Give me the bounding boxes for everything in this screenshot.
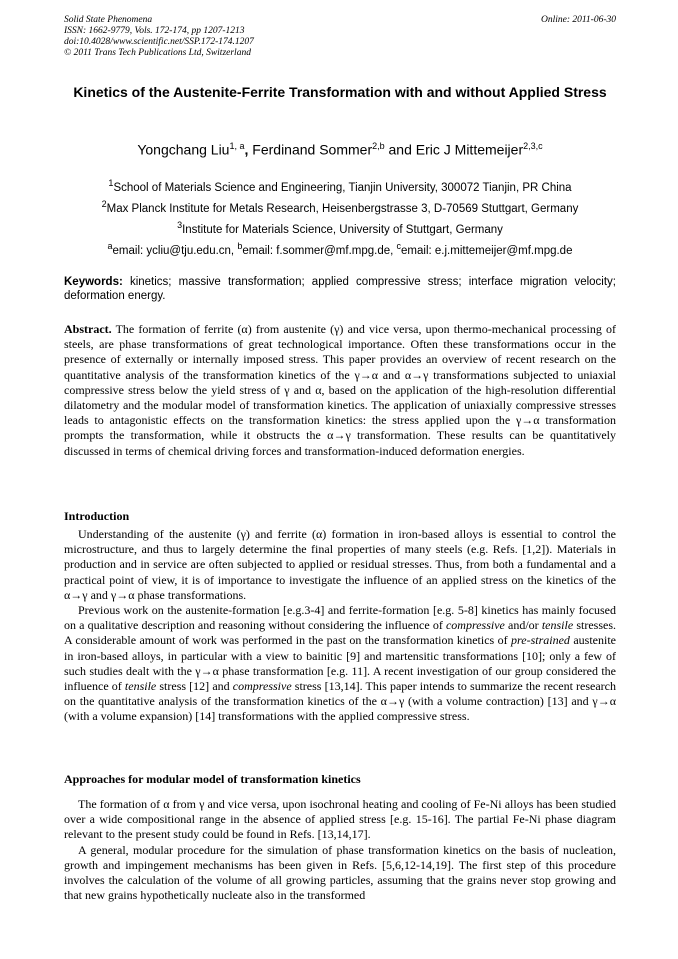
doi-line: doi:10.4028/www.scientific.net/SSP.172-174.1207 <box>64 37 254 47</box>
affiliation-3 <box>64 220 616 236</box>
intro-p2-part-1: Previous work on the austenite-formation [e.g.3-4] and ferrite-formation [e.g. 5-8] kinetics has mainly focused on a qualitative description and reasoning without considering the influence of <box>64 603 616 633</box>
online-date: Online: 2011-06-30 <box>540 15 616 25</box>
affiliation-2-text: Max Planck Institute for Metals Research, Heisenbergstrasse 3, D-70569 Stuttgart, Germany <box>106 202 579 215</box>
email-b[interactable]: email: f.sommer@mf.mpg.de, <box>242 244 397 257</box>
approach-heading: Approaches for modular model of transformation kinetics <box>64 772 361 786</box>
intro-section <box>64 527 616 725</box>
intro-paragraph-2 <box>64 603 616 725</box>
copyright-line: © 2011 Trans Tech Publications Ltd, Switzerland <box>64 48 251 58</box>
intro-p2-part-4: austenite in iron-based alloys, in particular with a view to bainitic [9] and martensitic transformations [10]; only a few of such studies dealt with the γ→α phase transformation [e.g. 11]. A recent investigation of our group considered the influence of <box>64 633 616 694</box>
author-sep-2: and <box>384 141 416 158</box>
paper-title: Kinetics of the Austenite-Ferrite Transformation with and without Applied Stress <box>73 84 607 100</box>
intro-p2-part-6: stress [13,14]. This paper intends to summarize the recent research on the quantitative analysis of the transformation kinetics of the α→γ (with a volume contraction) [13] and γ→α (with a volume expansion) [14] transformations with the applied compressive stress. <box>64 679 617 724</box>
issn-line: ISSN: 1662-9779, Vols. 172-174, pp 1207-1213 <box>64 26 245 36</box>
intro-p2-part-5: stress [12] and <box>156 679 233 694</box>
keywords-label: Keywords: <box>64 276 123 288</box>
author-2-sup: 2,b <box>372 141 385 151</box>
abstract-text: The formation of ferrite (α) from austenite (γ) and vice versa, upon thermo-mechanical processing of steels, are phase transformations of great technological importance. Often these transformations occur in the presence of externally or internally imposed stress. This paper provides an overview of recent research on the quantitative analysis of the transformation kinetics of the γ→α and α→γ transformations subjected to uniaxial compressive stress below the yield stress of γ and α, based on the application of the high-resolution differential dilatometry and the modular model of transformation kinetics. The application of uniaxially compressive stresses leads to antagonistic effects on the transformation kinetics: the stress applied upon the γ→α transformation prompts the transformation, while it obstructs the α→γ transformation. These results can be quantitatively discussed in terms of chemical driving forces and transformation-induced deformation energies. <box>64 322 616 458</box>
affiliation-2 <box>64 199 616 215</box>
author-2: Ferdinand Sommer <box>252 141 373 158</box>
intro-p2-italic-4: tensile <box>124 679 157 694</box>
journal-header <box>64 15 616 59</box>
intro-paragraph-1: Understanding of the austenite (γ) and ferrite (α) formation in iron-based alloys is essential to control the microstructure, and thus to largely determine the final properties of many steels (e.g. Refs. [1,2]). Materials in production and in service are often subjected to applied or residual stresses. Thus, from both a fundamental and a practical point of view, it is of importance to investigate the influence of an applied stress on the kinetics of the α→γ and γ→α phase transformations. <box>64 527 616 602</box>
affiliation-3-sup: 3 <box>177 220 183 230</box>
keywords-text: kinetics; massive transformation; applied compressive stress; interface migration velocity; deformation energy. <box>64 276 616 302</box>
email-b-sup: b <box>237 241 243 251</box>
abstract <box>64 322 616 459</box>
affiliation-1-sup: 1 <box>108 178 114 188</box>
intro-p2-italic-2: tensile <box>541 618 574 633</box>
journal-name: Solid State Phenomena <box>64 15 153 25</box>
author-1: Yongchang Liu <box>137 141 230 158</box>
affiliation-2-sup: 2 <box>101 199 107 209</box>
intro-p2-italic-1: compressive <box>445 618 505 633</box>
email-a-sup: a <box>107 241 113 251</box>
affiliation-1 <box>64 178 616 194</box>
intro-p2-italic-3: pre-strained <box>511 633 570 648</box>
affiliation-3-text: Institute for Materials Science, University of Stuttgart, Germany <box>182 223 503 236</box>
author-3-sup: 2,3,c <box>523 141 543 151</box>
intro-p2-italic-5: compressive <box>232 679 292 694</box>
abstract-label: Abstract. <box>64 322 112 336</box>
email-c-sup: c <box>396 241 402 251</box>
email-c[interactable]: email: e.j.mittemeijer@mf.mpg.de <box>401 244 573 257</box>
approach-section <box>64 797 616 903</box>
intro-p2-part-3: stresses. A considerable amount of work was performed in the past on the transformation kinetics of <box>64 618 616 648</box>
author-line <box>64 141 616 158</box>
email-line <box>64 241 616 257</box>
author-sep-1: , <box>244 141 253 158</box>
author-1-sup: 1, a <box>229 141 245 151</box>
keywords <box>64 275 616 303</box>
email-a[interactable]: email: ycliu@tju.edu.cn, <box>112 244 238 257</box>
intro-p2-part-2: and/or <box>504 618 542 633</box>
affiliation-1-text: School of Materials Science and Engineering, Tianjin University, 300072 Tianjin, PR China <box>113 181 572 194</box>
approach-paragraph-2: A general, modular procedure for the simulation of phase transformation kinetics on the basis of nucleation, growth and impingement mechanisms has been given in Refs. [5,6,12-14,19]. The first step of this procedure involves the calculation of the volume of all growing particles, assuming that the grains never stop growing and that new grains hypothetically nucleate also in the transformed <box>64 842 616 903</box>
approach-paragraph-1: The formation of α from γ and vice versa, upon isochronal heating and cooling of Fe-Ni alloys has been studied over a wide compositional range in the absence of applied stress [e.g. 15-16]. The partial Fe-Ni phase diagram relevant to the present study could be found in Refs. [13,14,17]. <box>64 797 616 842</box>
intro-heading: Introduction <box>64 509 130 523</box>
author-3: Eric J Mittemeijer <box>415 141 524 158</box>
